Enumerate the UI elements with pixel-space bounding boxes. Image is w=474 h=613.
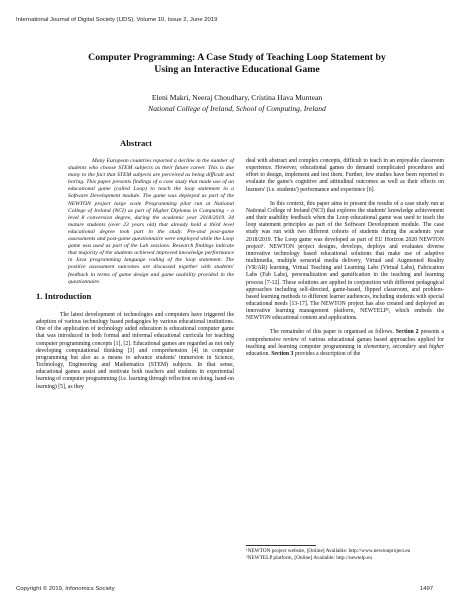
paper-title	[40, 52, 434, 76]
footnote-1: ¹NEWTON project website, [Online] Available: http://www.newtonproject.eu	[246, 548, 411, 554]
footer-copyright: Copyright © 2019, Infonomics Society	[16, 586, 115, 592]
emphasis-higher: higher	[429, 343, 445, 350]
abstract-heading: Abstract	[120, 138, 152, 148]
page-number: 1497	[420, 586, 434, 592]
section-2-ref: Section 2	[395, 329, 419, 336]
right-paragraph-3	[246, 329, 444, 358]
footnotes	[246, 548, 444, 561]
right-paragraph-1: deal with abstract and complex concepts, difficult to teach in an enjoyable classroom experience. However, educational games do demand complicated procedures and effort to design, implement and test them. Further, few studies have been reported to evaluate the game's cognitive and attitudinal outcomes as well as their effects on learners' (i.e. students') performance and experience [6].	[246, 158, 444, 193]
paragraph-3-text-b: presents a comprehensive review of various educational games based approaches applied for teaching and learning computer programming in	[246, 329, 444, 350]
author-list: Eleni Makri, Neeraj Choudhary, Cristina Hava Muntean	[151, 93, 323, 102]
paragraph-3-text-c: and	[416, 343, 429, 350]
affiliation: National College of Ireland, School of Computing, Ireland	[148, 104, 326, 113]
right-paragraph-2: In this context, this paper aims to present the results of a case study run at National College of Ireland (NCI) that explores the students' knowledge achievement and their usability feedback when the Loop educational game was used to teach the loop statement principles as part of the Software Development module. The case study was run with two different cohorts of students during the academic year 2018/2019. The Loop game was developed as part of EU Horizon 2020 NEWTON project¹. NEWTON project designs, develops, deploys and evaluates diverse innovative technology based educational solutions that make use of adaptive multimedia, multiple sensorial media delivery, Virtual and Augmented Reality (VR/AR) learning, Virtual Teaching and Learning Labs (Virtual Labs), Fabrication Labs (Fab Labs), personalization and gamification in the teaching and learning process [7-12]. These solutions are applied in conjunction with different pedagogical approaches including self-directed, game-based, flipped classroom, and problem-based learning methods to different learner audiences, including students with special educational needs [13-17]. The NEWTON project has also created and deployed an innovative learning management platform, NEWTELP², which embeds the NEWTON educational content and applications.	[246, 200, 444, 322]
emphasis-levels: elementary, secondary	[363, 343, 417, 350]
journal-header: International Journal of Digital Society (IJDS), Volume 10, Issue 2, June 2019	[16, 17, 218, 23]
introduction-heading: 1. Introduction	[36, 291, 92, 301]
paper-title-line-1: Computer Programming: A Case Study of Teaching Loop Statement by	[88, 52, 386, 63]
paragraph-3-text-a: The remainder of this paper is organised as follows.	[270, 329, 396, 336]
paper-title-line-2: Using an Interactive Educational Game	[154, 64, 320, 75]
right-column	[246, 158, 444, 358]
paragraph-3-text-d: education.	[246, 350, 272, 357]
abstract-body	[68, 158, 234, 286]
paragraph-3-text-e: provides a description of the	[293, 350, 361, 357]
footnote-2: ²NEWTELP platform, [Online] Available: http://newtelp.eu	[246, 554, 373, 561]
footnote-rule	[246, 545, 316, 546]
section-3-ref: Section 3	[271, 350, 294, 357]
abstract-text: Many European countries reported a decline in the number of students who choose STEM subjects as their future career. This is due many to the fact that STEM subjects are perceived as being difficult and boring. This paper presents findings of a case study that made use of an educational game (called Loop) to teach the loop statement in a Software Development module. The game was deployed as part of the NEWTON project large scale Programming pilot run at National College of Ireland (NCI) as part of Higher Diploma in Computing – a level 8 conversion degree, during the academic year 2018/2019. 34 mature students (over 23 years old) that already hold a third level educational degree took part in the study. Pre-and post-game assessments and post-game questionnaire were employed while the Loop game was used as part of the Lab sessions. Research findings indicate that majority of the students achieved improved knowledge performance in Java programming language coding of the loop statement. The positive assessment outcomes are discussed together with students' feedback in terms of game design and game usability provided in the questionnaire.	[68, 158, 234, 285]
introduction-body	[36, 312, 234, 391]
introduction-text: The latest development of technologies and computers have triggered the adoption of various technology based pedagogies by various educational institutions. One of the application of technology aided education is educational computer game that was introduced in both formal and informal educational curricula for teaching computer programming concepts [1], [2]. Educational games are regarded as not only developing computational thinking [3] and comprehension [4] in computer programming but also as a means to advance students' immersion in Science, Technology, Engineering and Mathematics (STEM) subjects. In that sense, educational games assist and motivate both teachers and students in experiential learning of computer programming (i.e. learning through reflection on doing, hand-on learning) [5], as they	[36, 312, 234, 390]
